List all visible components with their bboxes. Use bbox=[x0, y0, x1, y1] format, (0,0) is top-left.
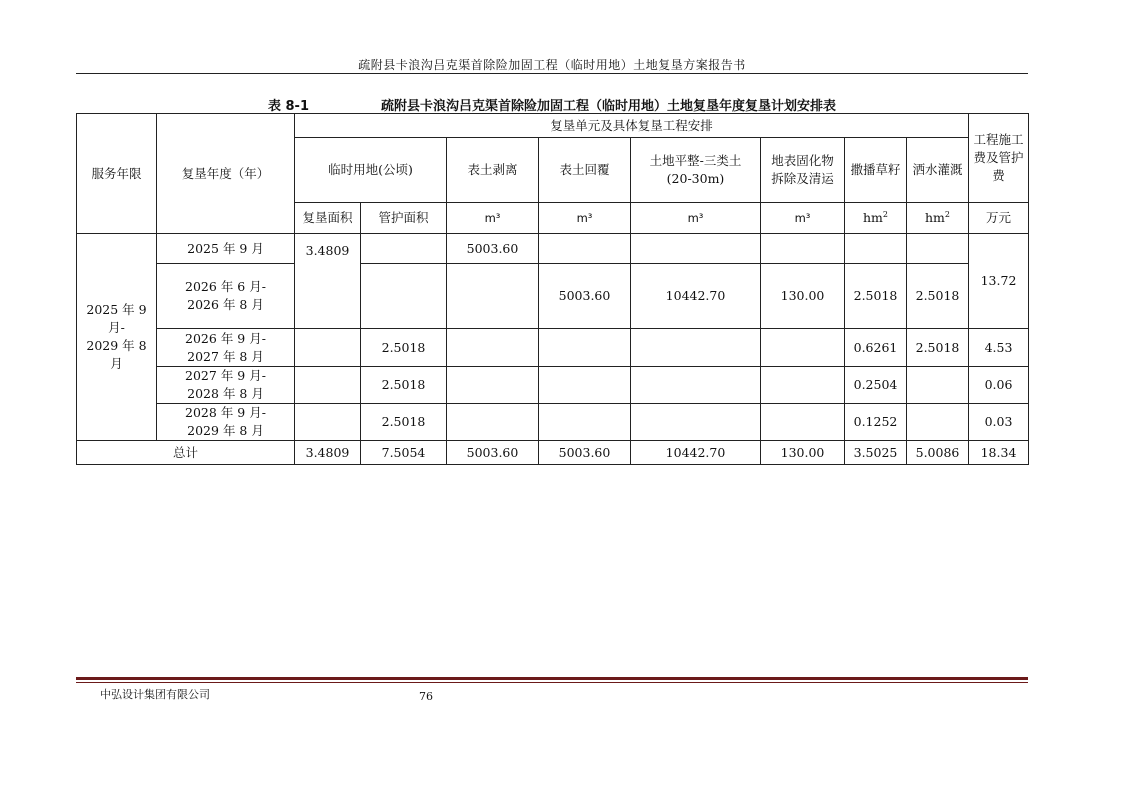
total-cover: 5003.60 bbox=[539, 441, 631, 465]
strip-cell bbox=[447, 367, 539, 404]
service-period-cell bbox=[77, 234, 157, 441]
water-cell bbox=[907, 404, 969, 441]
unit-cover: m³ bbox=[539, 203, 631, 234]
table-number: 表 8-1 bbox=[267, 99, 309, 114]
table-caption bbox=[76, 95, 1028, 114]
table-row bbox=[77, 329, 1029, 367]
level-cell bbox=[631, 404, 761, 441]
year-line2: 2026 年 8 月 bbox=[187, 297, 264, 312]
footer-rule-thick bbox=[76, 677, 1028, 680]
unit-level: m³ bbox=[631, 203, 761, 234]
header-removal-line2: 拆除及清运 bbox=[771, 171, 834, 186]
year-cell bbox=[157, 404, 295, 441]
remove-cell bbox=[761, 404, 845, 441]
reclaim-area-cell bbox=[295, 404, 361, 441]
strip-cell bbox=[447, 329, 539, 367]
header-irrigation: 洒水灌溉 bbox=[907, 138, 969, 203]
fee-cell: 0.03 bbox=[969, 404, 1029, 441]
remove-cell bbox=[761, 367, 845, 404]
water-cell bbox=[907, 234, 969, 264]
grass-cell: 0.1252 bbox=[845, 404, 907, 441]
total-area2: 7.5054 bbox=[361, 441, 447, 465]
total-row bbox=[77, 441, 1029, 465]
level-cell bbox=[631, 329, 761, 367]
maintain-area-cell bbox=[361, 234, 447, 264]
year-cell bbox=[157, 367, 295, 404]
table-row bbox=[77, 404, 1029, 441]
table-title: 疏附县卡浪沟吕克渠首除险加固工程（临时用地）土地复垦年度复垦计划安排表 bbox=[381, 99, 837, 114]
unit-water bbox=[907, 203, 969, 234]
strip-cell: 5003.60 bbox=[447, 234, 539, 264]
total-area1: 3.4809 bbox=[295, 441, 361, 465]
header-grass-seeding: 撒播草籽 bbox=[845, 138, 907, 203]
service-period-line1: 2025 年 9 月- bbox=[86, 302, 147, 335]
fee-cell: 4.53 bbox=[969, 329, 1029, 367]
header-temp-land: 临时用地(公顷) bbox=[295, 138, 447, 203]
year-cell bbox=[157, 329, 295, 367]
strip-cell bbox=[447, 264, 539, 329]
fee-merged: 13.72 bbox=[969, 234, 1029, 329]
grass-cell bbox=[845, 234, 907, 264]
total-fee: 18.34 bbox=[969, 441, 1029, 465]
reclaim-area-merged: 3.4809 bbox=[295, 234, 361, 329]
header-units-group: 复垦单元及具体复垦工程安排 bbox=[295, 114, 969, 138]
unit-grass-base: hm bbox=[863, 210, 883, 225]
header-land-leveling bbox=[631, 138, 761, 203]
cover-cell bbox=[539, 329, 631, 367]
year-line2: 2027 年 8 月 bbox=[187, 348, 264, 364]
total-remove: 130.00 bbox=[761, 441, 845, 465]
total-strip: 5003.60 bbox=[447, 441, 539, 465]
maintain-area-cell: 2.5018 bbox=[361, 329, 447, 367]
unit-water-sup: 2 bbox=[944, 209, 950, 219]
maintain-area-cell: 2.5018 bbox=[361, 367, 447, 404]
footer-rule-thin bbox=[76, 682, 1028, 683]
maintain-area-cell bbox=[361, 264, 447, 329]
total-grass: 3.5025 bbox=[845, 441, 907, 465]
unit-water-base: hm bbox=[925, 210, 945, 225]
total-water: 5.0086 bbox=[907, 441, 969, 465]
header-removal bbox=[761, 138, 845, 203]
cover-cell bbox=[539, 404, 631, 441]
remove-cell bbox=[761, 329, 845, 367]
reclamation-schedule-table bbox=[76, 113, 1029, 465]
grass-cell: 0.6261 bbox=[845, 329, 907, 367]
strip-cell bbox=[447, 404, 539, 441]
grass-cell: 0.2504 bbox=[845, 367, 907, 404]
grass-cell: 2.5018 bbox=[845, 264, 907, 329]
reclaim-area-cell bbox=[295, 329, 361, 367]
level-cell: 10442.70 bbox=[631, 264, 761, 329]
water-cell bbox=[907, 367, 969, 404]
header-service-period: 服务年限 bbox=[77, 114, 157, 234]
running-header: 疏附县卡浪沟吕克渠首除险加固工程（临时用地）土地复垦方案报告书 bbox=[358, 58, 746, 72]
footer-company: 中弘设计集团有限公司 bbox=[100, 688, 210, 701]
remove-cell: 130.00 bbox=[761, 264, 845, 329]
table-row bbox=[77, 264, 1029, 329]
header-removal-line1: 地表固化物 bbox=[771, 153, 834, 168]
cover-cell bbox=[539, 234, 631, 264]
level-cell bbox=[631, 367, 761, 404]
year-line1: 2026 年 9 月- bbox=[185, 330, 266, 346]
header-rule bbox=[76, 73, 1028, 74]
year-line2: 2028 年 8 月 bbox=[187, 386, 264, 401]
total-label: 总计 bbox=[77, 441, 295, 465]
header-reclamation-year: 复垦年度（年） bbox=[157, 114, 295, 234]
unit-strip: m³ bbox=[447, 203, 539, 234]
cover-cell bbox=[539, 367, 631, 404]
year-line1: 2027 年 9 月- bbox=[185, 368, 266, 383]
unit-grass bbox=[845, 203, 907, 234]
year-cell bbox=[157, 264, 295, 329]
table-row bbox=[77, 367, 1029, 404]
year-line1: 2026 年 6 月- bbox=[185, 279, 266, 294]
header-maintain-area: 管护面积 bbox=[361, 203, 447, 234]
maintain-area-cell: 2.5018 bbox=[361, 404, 447, 441]
total-level: 10442.70 bbox=[631, 441, 761, 465]
fee-cell: 0.06 bbox=[969, 367, 1029, 404]
reclaim-area-cell bbox=[295, 367, 361, 404]
unit-grass-sup: 2 bbox=[882, 209, 888, 219]
header-land-leveling-line2: (20-30m) bbox=[666, 171, 725, 186]
water-cell: 2.5018 bbox=[907, 329, 969, 367]
unit-remove: m³ bbox=[761, 203, 845, 234]
remove-cell bbox=[761, 234, 845, 264]
header-fee: 工程施工费及管护费 bbox=[969, 114, 1029, 203]
header-reclaim-area: 复垦面积 bbox=[295, 203, 361, 234]
water-cell: 2.5018 bbox=[907, 264, 969, 329]
table-row bbox=[77, 234, 1029, 264]
unit-fee: 万元 bbox=[969, 203, 1029, 234]
header-land-leveling-line1: 土地平整-三类土 bbox=[649, 153, 742, 168]
header-topsoil-cover: 表土回覆 bbox=[539, 138, 631, 203]
header-topsoil-strip: 表土剥离 bbox=[447, 138, 539, 203]
year-line2: 2029 年 8 月 bbox=[187, 423, 264, 438]
year-cell: 2025 年 9 月 bbox=[157, 234, 295, 264]
service-period-line2: 2029 年 8 月 bbox=[86, 338, 147, 371]
page-number: 76 bbox=[419, 690, 433, 703]
year-line1: 2028 年 9 月- bbox=[185, 405, 266, 420]
cover-cell: 5003.60 bbox=[539, 264, 631, 329]
level-cell bbox=[631, 234, 761, 264]
